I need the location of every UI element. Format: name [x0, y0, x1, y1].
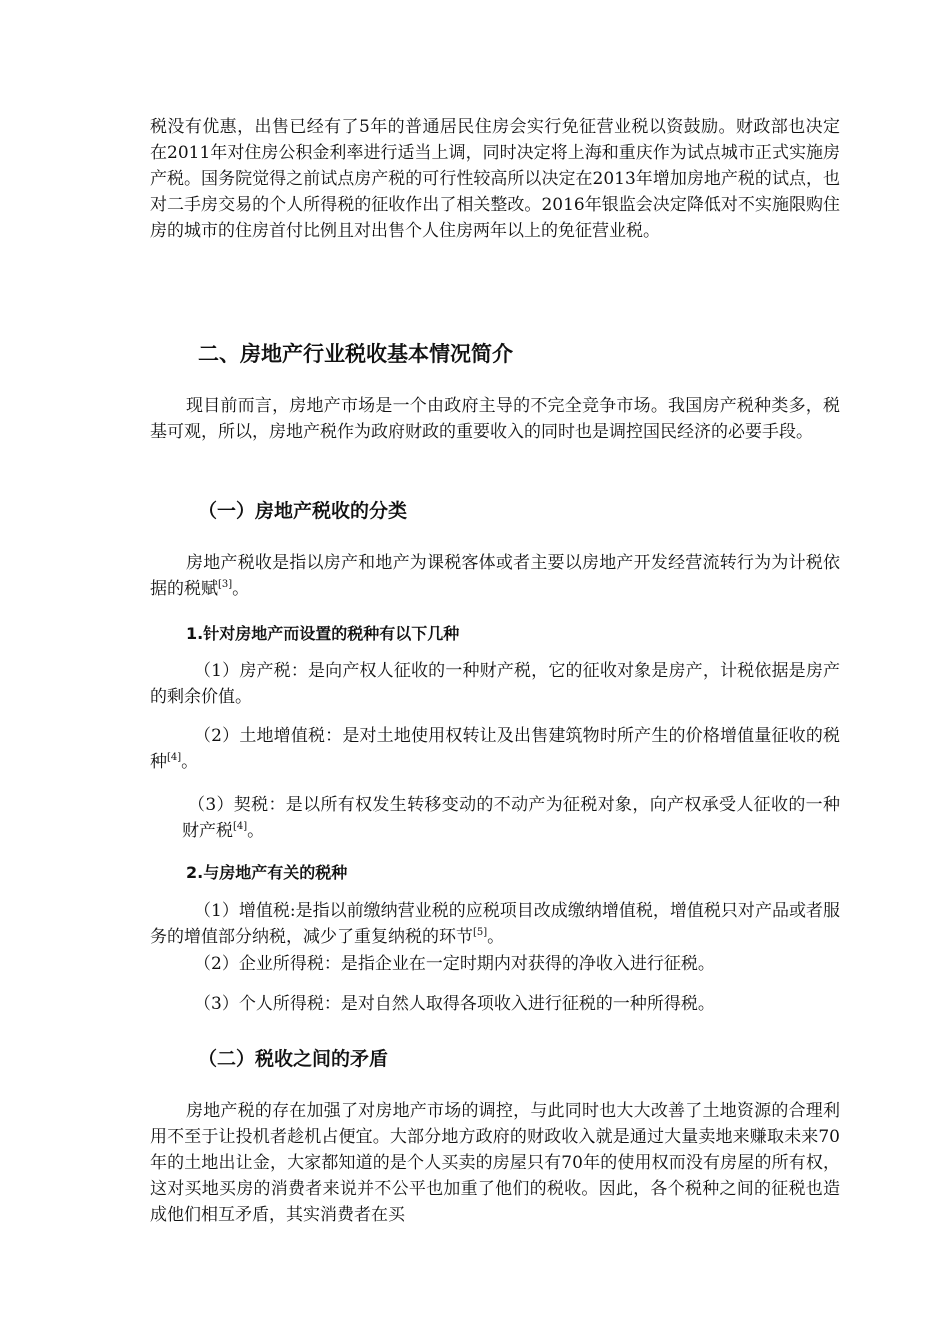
period: 。 [487, 927, 505, 947]
period: 。 [232, 579, 250, 599]
list-item-corporate-income-tax: （2）企业所得税：是指企业在一定时期内对获得的净收入进行征税。 [194, 954, 715, 974]
subsection-1-text: 房地产税收是指以房产和地产为课税客体或者主要以房地产开发经营流转行为为计税依据的税赋 [150, 553, 840, 599]
subsection-1-paragraph [150, 550, 840, 602]
period: 。 [247, 821, 265, 841]
citation-ref: [4] [167, 752, 182, 763]
list-item-vat [150, 898, 840, 950]
citation-ref: [3] [218, 579, 233, 590]
citation-ref: [4] [233, 821, 248, 832]
list-heading-2: 2.与房地产有关的税种 [186, 863, 348, 882]
intro-paragraph: 税没有优惠，出售已经有了5年的普通居民住房会实行免征营业税以资鼓励。财政部也决定在2011年对住房公积金利率进行适当上调，同时决定将上海和重庆作为试点城市正式实施房产税。国务院觉得之前试点房产税的可行性较高所以决定在2013年增加房地产税的试点，也对二手房交易的个人所得税的征收作出了相关整改。2016年银监会决定降低对不实施限购住房的城市的住房首付比例且对出售个人住房两年以上的免征营业税。 [150, 117, 840, 241]
subsection-heading-1: （一）房地产税收的分类 [198, 500, 408, 522]
period: 。 [181, 752, 199, 772]
section-2-paragraph: 现目前而言，房地产市场是一个由政府主导的不完全竞争市场。我国房产税种类多，税基可观，所以，房地产税作为政府财政的重要收入的同时也是调控国民经济的必要手段。 [150, 396, 840, 442]
list-item-personal-income-tax: （3）个人所得税：是对自然人取得各项收入进行征税的一种所得税。 [194, 994, 715, 1014]
section-heading-2: 二、房地产行业税收基本情况简介 [198, 342, 513, 366]
subsection-2-paragraph: 房地产税的存在加强了对房地产市场的调控，与此同时也大大改善了土地资源的合理利用不至于让投机者趁机占便宜。大部分地方政府的财政收入就是通过大量卖地来赚取未来70年的土地出让金，大家都知道的是个人买卖的房屋只有70年的使用权而没有房屋的所有权，这对买地买房的消费者来说并不公平也加重了他们的税收。因此，各个税种之间的征税也造成他们相互矛盾，其实消费者在买 [150, 1101, 840, 1225]
list-heading-1: 1.针对房地产而设置的税种有以下几种 [186, 624, 460, 643]
citation-ref: [5] [473, 927, 488, 938]
list-item-text: （3）契税：是以所有权发生转移变动的不动产为征税对象，向产权承受人征收的一种财产税 [182, 795, 840, 841]
list-item-text: （1）增值税:是指以前缴纳营业税的应税项目改成缴纳增值税，增值税只对产品或者服务的增值部分纳税，减少了重复纳税的环节 [150, 901, 840, 947]
list-item-house-tax: （1）房产税：是向产权人征收的一种财产税，它的征收对象是房产，计税依据是房产的剩余价值。 [150, 661, 840, 707]
list-item-text: （2）土地增值税：是对土地使用权转让及出售建筑物时所产生的价格增值量征收的税种 [150, 726, 840, 772]
list-item-deed-tax [182, 792, 840, 844]
list-item-land-value-tax [150, 723, 840, 775]
subsection-heading-2: （二）税收之间的矛盾 [198, 1048, 389, 1070]
